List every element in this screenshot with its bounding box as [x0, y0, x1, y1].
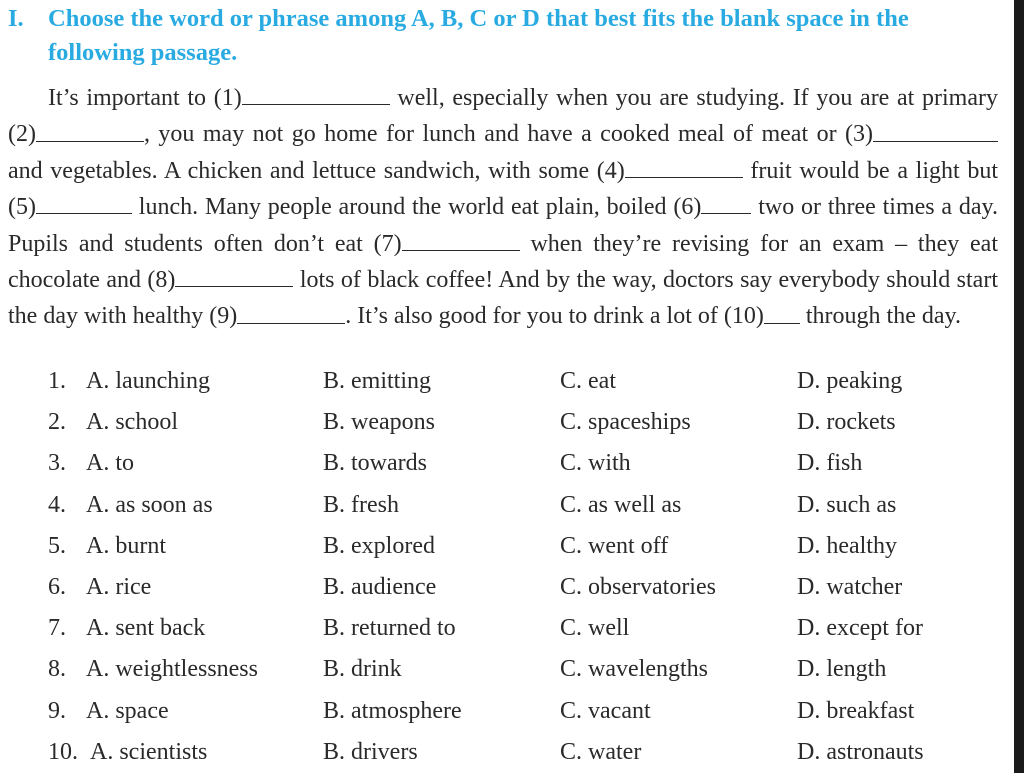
option-c: C. as well as	[560, 491, 682, 518]
blank-9	[237, 297, 345, 323]
question-row-6	[40, 567, 1000, 608]
question-number: 8.	[48, 656, 66, 683]
blank-2	[36, 115, 144, 141]
option-a: A. burnt	[86, 532, 166, 559]
option-a: A. scientists	[90, 738, 208, 765]
question-row-3	[40, 443, 1000, 484]
answer-options	[40, 361, 1000, 773]
option-c: C. vacant	[560, 697, 651, 724]
passage-segment-9: lots of black coffee! And by the way, doctors say everybody should start the day with healthy (9)	[8, 267, 998, 330]
question-row-9	[40, 691, 1000, 732]
blank-10	[764, 297, 800, 323]
option-c: C. with	[560, 450, 631, 477]
question-number: 9.	[48, 697, 66, 724]
question-number: 1.	[48, 368, 66, 394]
passage-segment-4: and vegetables. A chicken and lettuce sandwich, with some (4)	[8, 157, 625, 184]
passage-segment-1: It’s important to (1)	[48, 85, 242, 112]
option-a: A. school	[86, 409, 178, 436]
option-d: D. watcher	[797, 573, 903, 600]
question-number: 3.	[48, 450, 66, 477]
question-number: 4.	[48, 491, 66, 518]
option-b: B. drink	[323, 656, 402, 683]
blank-5	[36, 188, 132, 214]
page-edge-shadow	[1014, 0, 1024, 773]
option-b: B. towards	[323, 450, 427, 477]
blank-6	[701, 188, 751, 214]
blank-1	[242, 79, 390, 105]
option-a: A. sent back	[86, 615, 206, 642]
option-d: D. peaking	[797, 368, 903, 394]
option-d: D. such as	[797, 491, 897, 518]
question-row-7	[40, 608, 1000, 649]
question-row-2	[40, 402, 1000, 443]
option-c: C. went off	[560, 532, 669, 559]
exercise-number: I.	[8, 5, 24, 32]
option-b: B. weapons	[323, 409, 435, 436]
option-a: A. weightlessness	[86, 656, 258, 683]
passage-segment-5: fruit would be a light but (5)	[8, 157, 998, 221]
option-d: D. rockets	[797, 409, 896, 436]
exercise-heading	[8, 2, 1003, 70]
question-row-4	[40, 485, 1000, 526]
option-b: B. drivers	[323, 738, 418, 765]
passage-segment-8: when they’re revising for an exam – they eat chocolate and (8)	[8, 230, 998, 294]
question-number: 2.	[48, 409, 66, 436]
blank-4	[625, 152, 743, 178]
option-d: D. healthy	[797, 532, 897, 559]
passage-paragraph	[8, 79, 998, 334]
blank-3	[873, 115, 998, 141]
option-d: D. astronauts	[797, 738, 924, 765]
option-c: C. well	[560, 615, 630, 642]
option-b: B. audience	[323, 573, 437, 600]
question-number: 10.	[48, 738, 78, 765]
passage-segment-3: , you may not go home for lunch and have a cooked meal of meat or (3)	[143, 121, 873, 148]
question-row-5	[40, 526, 1000, 567]
question-number: 6.	[48, 573, 66, 600]
option-c: C. observatories	[560, 573, 716, 600]
reading-passage	[8, 79, 998, 334]
blank-7	[402, 225, 520, 251]
option-a: A. to	[86, 450, 134, 477]
passage-segment-11: through the day.	[799, 303, 961, 330]
question-row-8	[40, 649, 1000, 690]
option-d: D. length	[797, 656, 887, 683]
option-b: B. emitting	[323, 368, 431, 394]
question-number: 7.	[48, 615, 66, 642]
passage-segment-6: lunch. Many people around the world eat plain, boiled (6)	[131, 194, 702, 221]
option-a: A. launching	[86, 368, 210, 394]
option-c: C. wavelengths	[560, 656, 708, 683]
option-d: D. except for	[797, 615, 923, 642]
exercise-instruction: Choose the word or phrase among A, B, C or D that best fits the blank space in the following passage.	[48, 5, 909, 66]
question-row-1	[40, 361, 1000, 402]
question-row-10	[40, 732, 1000, 773]
option-c: C. water	[560, 738, 642, 765]
option-a: A. rice	[86, 573, 152, 600]
option-a: A. space	[86, 697, 169, 724]
option-b: B. returned to	[323, 615, 456, 642]
option-d: D. fish	[797, 450, 863, 477]
passage-segment-7: two or three times a day. Pupils and students often don’t eat (7)	[8, 194, 998, 257]
passage-segment-2: well, especially when you are studying. If you are at primary (2)	[8, 85, 998, 148]
question-number: 5.	[48, 532, 66, 559]
passage-segment-10: . It’s also good for you to drink a lot of (10)	[345, 303, 764, 330]
option-b: B. fresh	[323, 491, 399, 518]
option-d: D. breakfast	[797, 697, 915, 724]
option-b: B. explored	[323, 532, 435, 559]
option-a: A. as soon as	[86, 491, 213, 518]
option-c: C. eat	[560, 368, 616, 394]
option-b: B. atmosphere	[323, 697, 462, 724]
blank-8	[175, 261, 293, 287]
option-c: C. spaceships	[560, 409, 691, 436]
